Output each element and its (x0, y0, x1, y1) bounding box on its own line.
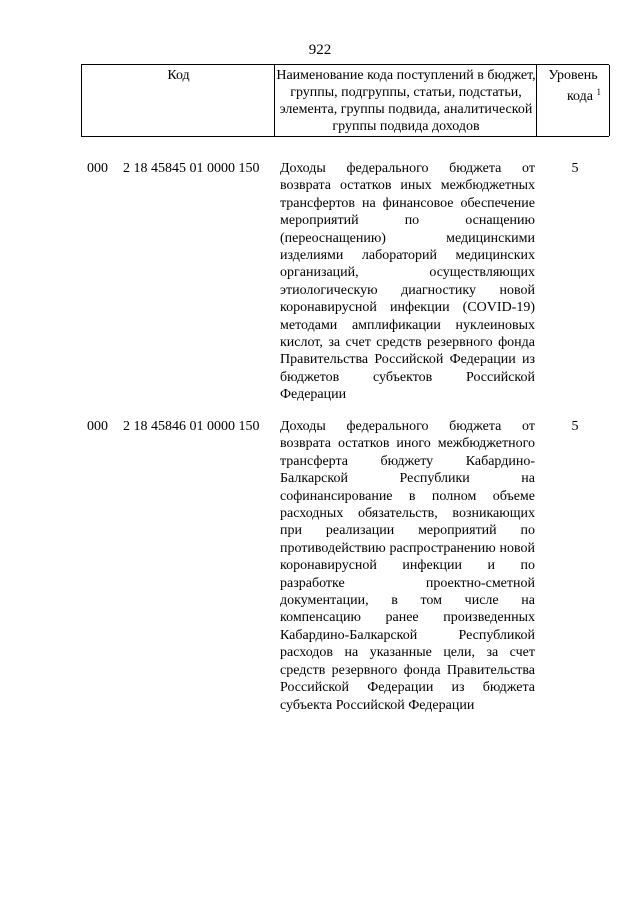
header-level-line1: Уровень (548, 68, 598, 83)
row-code: 2 18 45846 01 0000 150 (123, 419, 260, 434)
row-level: 5 (571, 161, 579, 176)
header-level (536, 65, 610, 136)
header-code: Код (81, 65, 275, 136)
header-level-footnote: 1 (596, 87, 601, 97)
row-code: 2 18 45845 01 0000 150 (123, 161, 260, 176)
row-prefix: 000 (87, 161, 108, 176)
row-description: Доходы федерального бюджета от возврата остатков иного межбюджетного трансферта бюджету Кабардино-Балкарской Республики на софинансирование в полном объеме расходных обязательств, возникающих при реализации мероприятий по противодействию распространению новой коронавирусной инфекции и по разработке проектно-сметной документации, в том числе на компенсацию ранее произведенных Кабардино-Балкарской Республикой расходов на указанные цели, за счет средств резервного фонда Правительства Российской Федерации из бюджета субъекта Российской Федерации (280, 419, 535, 713)
row-description: Доходы федерального бюджета от возврата остатков иных межбюджетных трансфертов на финансовое обеспечение мероприятий по оснащению (переоснащению) медицинскими изделиями лабораторий медицинских организаций, осуществляющих этиологическую диагностику новой коронавирусной инфекции (COVID-19) методами амплификации нуклеиновых кислот, за счет средств резервного фонда Правительства Российской Федерации из бюджетов субъектов Российской Федерации (280, 161, 535, 403)
row-prefix: 000 (87, 419, 108, 434)
row-level: 5 (571, 419, 579, 434)
header-level-line2: кода (566, 89, 593, 104)
table-header (81, 64, 609, 137)
page-number: 922 (308, 42, 332, 58)
header-name: Наименование кода поступлений в бюджет, группы, подгруппы, статьи, подстатьи, элемента, группы подвида, аналитической группы подвида доходов (274, 65, 537, 136)
header-level-line2-wrap (537, 84, 609, 105)
